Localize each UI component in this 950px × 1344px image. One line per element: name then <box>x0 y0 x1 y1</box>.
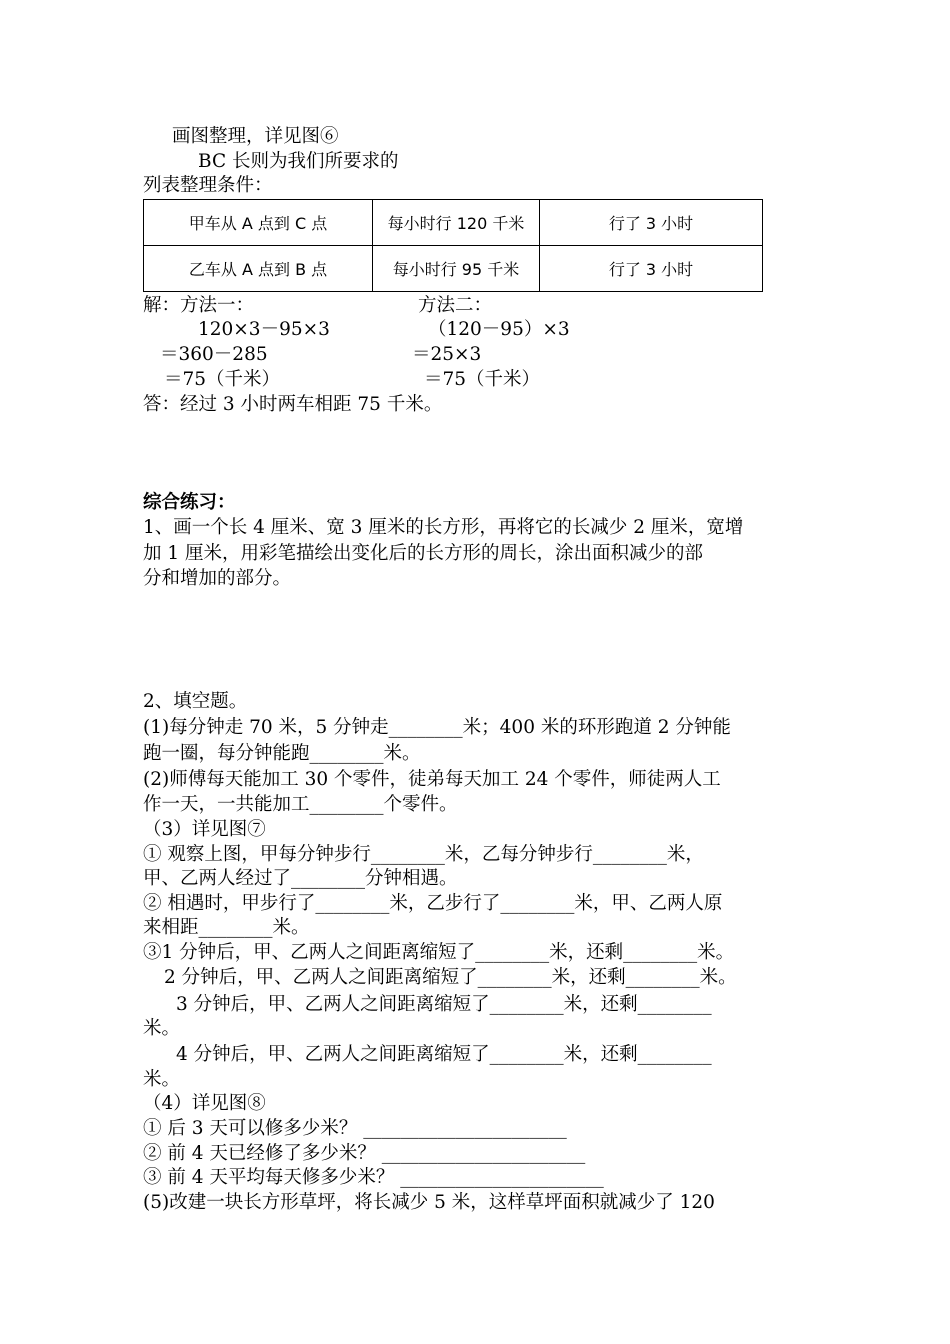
table-cell: 行了 3 小时 <box>540 246 763 292</box>
table-row <box>144 200 763 246</box>
method-two-step-1: （120－95）×3 <box>428 319 570 340</box>
q2-4-c: ③ 前 4 天平均每天修多少米？ ______________________ <box>143 1167 604 1188</box>
q2-title: 2、填空题。 <box>143 691 248 712</box>
practice-heading: 综合练习： <box>143 492 236 513</box>
table-cell: 甲车从 A 点到 C 点 <box>144 200 373 246</box>
q2-4-b: ② 前 4 天已经修了多少米？ ______________________ <box>143 1143 586 1164</box>
table-row <box>144 246 763 292</box>
intro-line-3: 列表整理条件： <box>143 175 273 196</box>
q2-2-line-2: 作一天，一共能加工________个零件。 <box>143 794 458 815</box>
q2-2-line-1: (2)师傅每天能加工 30 个零件，徒弟每天加工 24 个零件，师徒两人工 <box>143 769 721 790</box>
conditions-table <box>143 199 763 292</box>
q2-3-c-line-2: 2 分钟后，甲、乙两人之间距离缩短了________米，还剩________米。 <box>164 967 737 988</box>
method-two-step-3: ＝75（千米） <box>424 369 541 390</box>
method-one-step-1: 120×3－95×3 <box>198 319 330 340</box>
q2-3-c-line-4: 4 分钟后，甲、乙两人之间距离缩短了________米，还剩________ <box>176 1044 712 1065</box>
q2-4-a: ① 后 3 天可以修多少米？ ______________________ <box>143 1118 567 1139</box>
table-cell: 乙车从 A 点到 B 点 <box>144 246 373 292</box>
intro-line-1: 画图整理，详见图⑥ <box>172 126 339 147</box>
table-cell: 行了 3 小时 <box>540 200 763 246</box>
method-two-label: 方法二： <box>418 295 493 316</box>
answer-line: 答：经过 3 小时两车相距 75 千米。 <box>143 394 443 415</box>
q2-1-line-2: 跑一圈，每分钟能跑________米。 <box>143 743 421 764</box>
q2-5-line-1: (5)改建一块长方形草坪，将长减少 5 米，这样草坪面积就减少了 120 <box>143 1192 715 1213</box>
q1-line-3: 分和增加的部分。 <box>143 568 292 589</box>
intro-line-2: BC 长则为我们所要求的 <box>198 151 399 172</box>
method-one-label: 解：方法一： <box>143 295 255 316</box>
q2-3-c-line-4-end: 米。 <box>143 1069 181 1090</box>
q2-3-b-line-1: ② 相遇时，甲步行了________米，乙步行了________米，甲、乙两人原 <box>143 893 723 914</box>
q2-3-c-line-1: ③1 分钟后，甲、乙两人之间距离缩短了________米，还剩________米。 <box>143 942 735 963</box>
table-cell: 每小时行 120 千米 <box>373 200 540 246</box>
q1-line-1: 1、画一个长 4 厘米、宽 3 厘米的长方形，再将它的长减少 2 厘米，宽增 <box>143 517 744 538</box>
table-cell: 每小时行 95 千米 <box>373 246 540 292</box>
method-one-step-2: ＝360－285 <box>160 344 268 365</box>
q2-3-c-line-3: 3 分钟后，甲、乙两人之间距离缩短了________米，还剩________ <box>176 994 712 1015</box>
q2-3-a-line-2: 甲、乙两人经过了________分钟相遇。 <box>143 868 458 889</box>
q2-3-b-line-2: 来相距________米。 <box>143 917 310 938</box>
q2-3-title: （3）详见图⑦ <box>143 819 266 840</box>
method-one-step-3: ＝75（千米） <box>164 369 281 390</box>
q1-line-2: 加 1 厘米，用彩笔描绘出变化后的长方形的周长，涂出面积减少的部 <box>143 543 704 564</box>
q2-3-a-line-1: ① 观察上图，甲每分钟步行________米，乙每分钟步行________米， <box>143 844 704 865</box>
q2-3-c-line-3-end: 米。 <box>143 1018 181 1039</box>
q2-4-title: （4）详见图⑧ <box>143 1093 266 1114</box>
method-two-step-2: ＝25×3 <box>412 344 482 365</box>
q2-1-line-1: (1)每分钟走 70 米，5 分钟走________米；400 米的环形跑道 2 分钟能 <box>143 717 731 738</box>
